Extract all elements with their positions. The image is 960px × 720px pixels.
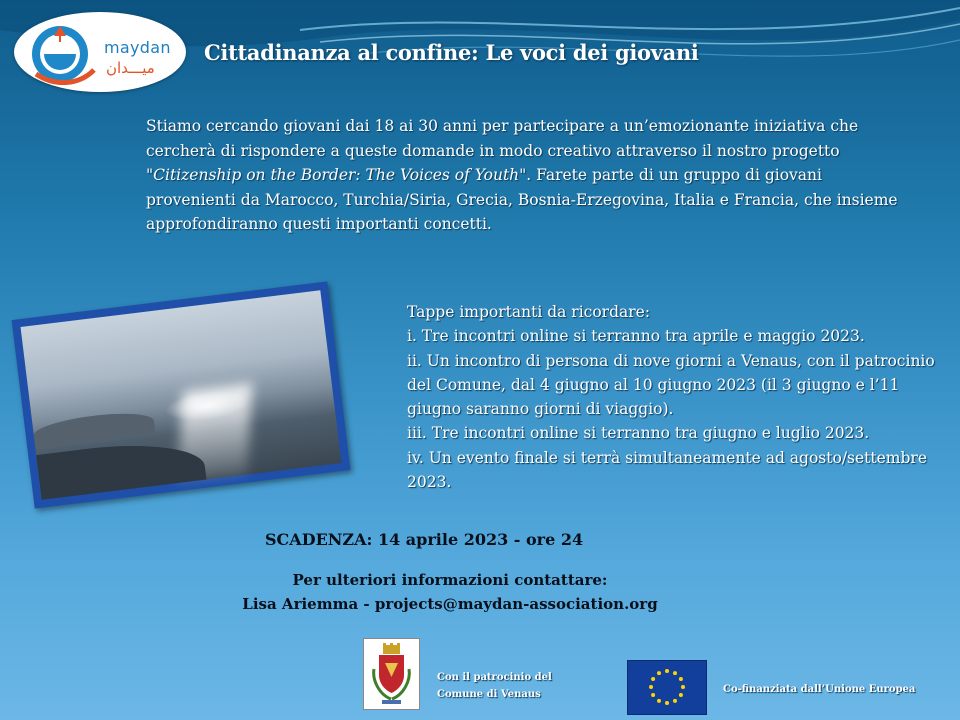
eu-flag (627, 660, 707, 715)
page-title: Cittadinanza al confine: Le voci dei giovani (204, 40, 699, 65)
sea-sunset-photo (21, 290, 342, 500)
deadline: SCADENZA: 14 aprile 2023 - ore 24 (265, 530, 584, 549)
eu-cofunding-label: Co-finanziata dall’Unione Europea (723, 684, 916, 695)
sea-photo-frame (12, 281, 351, 508)
coat-of-arms-icon (364, 639, 419, 709)
eu-stars-icon (628, 661, 706, 714)
intro-text-before: Stiamo cercando giovani dai 18 ai 30 anni per partecipare a un’emozionante iniziativa che cercherà di rispondere a queste domande in modo creativo attraverso il nostro progetto " (146, 117, 859, 184)
logo-arabic-text: ميـــدان (106, 59, 155, 77)
contact-heading: Per ulteriori informazioni contattare: (292, 571, 608, 589)
patronage-line-2: Comune di Venaus (437, 689, 541, 700)
intro-paragraph (146, 114, 906, 237)
contact-info (190, 568, 710, 616)
logo-latin-text: maydan (104, 38, 171, 57)
intro-text-after: ". Farete parte di un gruppo di giovani provenienti da Marocco, Turchia/Siria, Grecia, Bosnia-Erzegovina, Italia e Francia, che insieme approfondiranno questi importanti concetti. (146, 166, 898, 233)
project-name: Citizenship on the Border: The Voices of Youth (153, 166, 520, 184)
milestones-heading: Tappe importanti da ricordare: (407, 303, 651, 321)
patronage-text (437, 669, 552, 703)
maydan-logo (14, 12, 186, 92)
milestone-item: ii. Un incontro di persona di nove giorni a Venaus, con il patrocinio del Comune, dal 4 giugno al 10 giugno 2023 (il 3 giugno e l’11 giugno saranno giorni di viaggio). (407, 351, 935, 419)
milestone-item: i. Tre incontri online si terranno tra aprile e maggio 2023. (407, 327, 865, 346)
venaus-crest (363, 638, 420, 710)
contact-email[interactable]: Lisa Ariemma - projects@maydan-association.org (242, 595, 658, 613)
patronage-line-1: Con il patrocinio del (437, 672, 552, 683)
milestones-list (407, 300, 947, 494)
milestone-item: iv. Un evento finale si terrà simultaneamente ad agosto/settembre 2023. (407, 448, 927, 492)
milestone-item: iii. Tre incontri online si terranno tra giugno e luglio 2023. (407, 424, 870, 443)
distant-hill (32, 409, 155, 448)
